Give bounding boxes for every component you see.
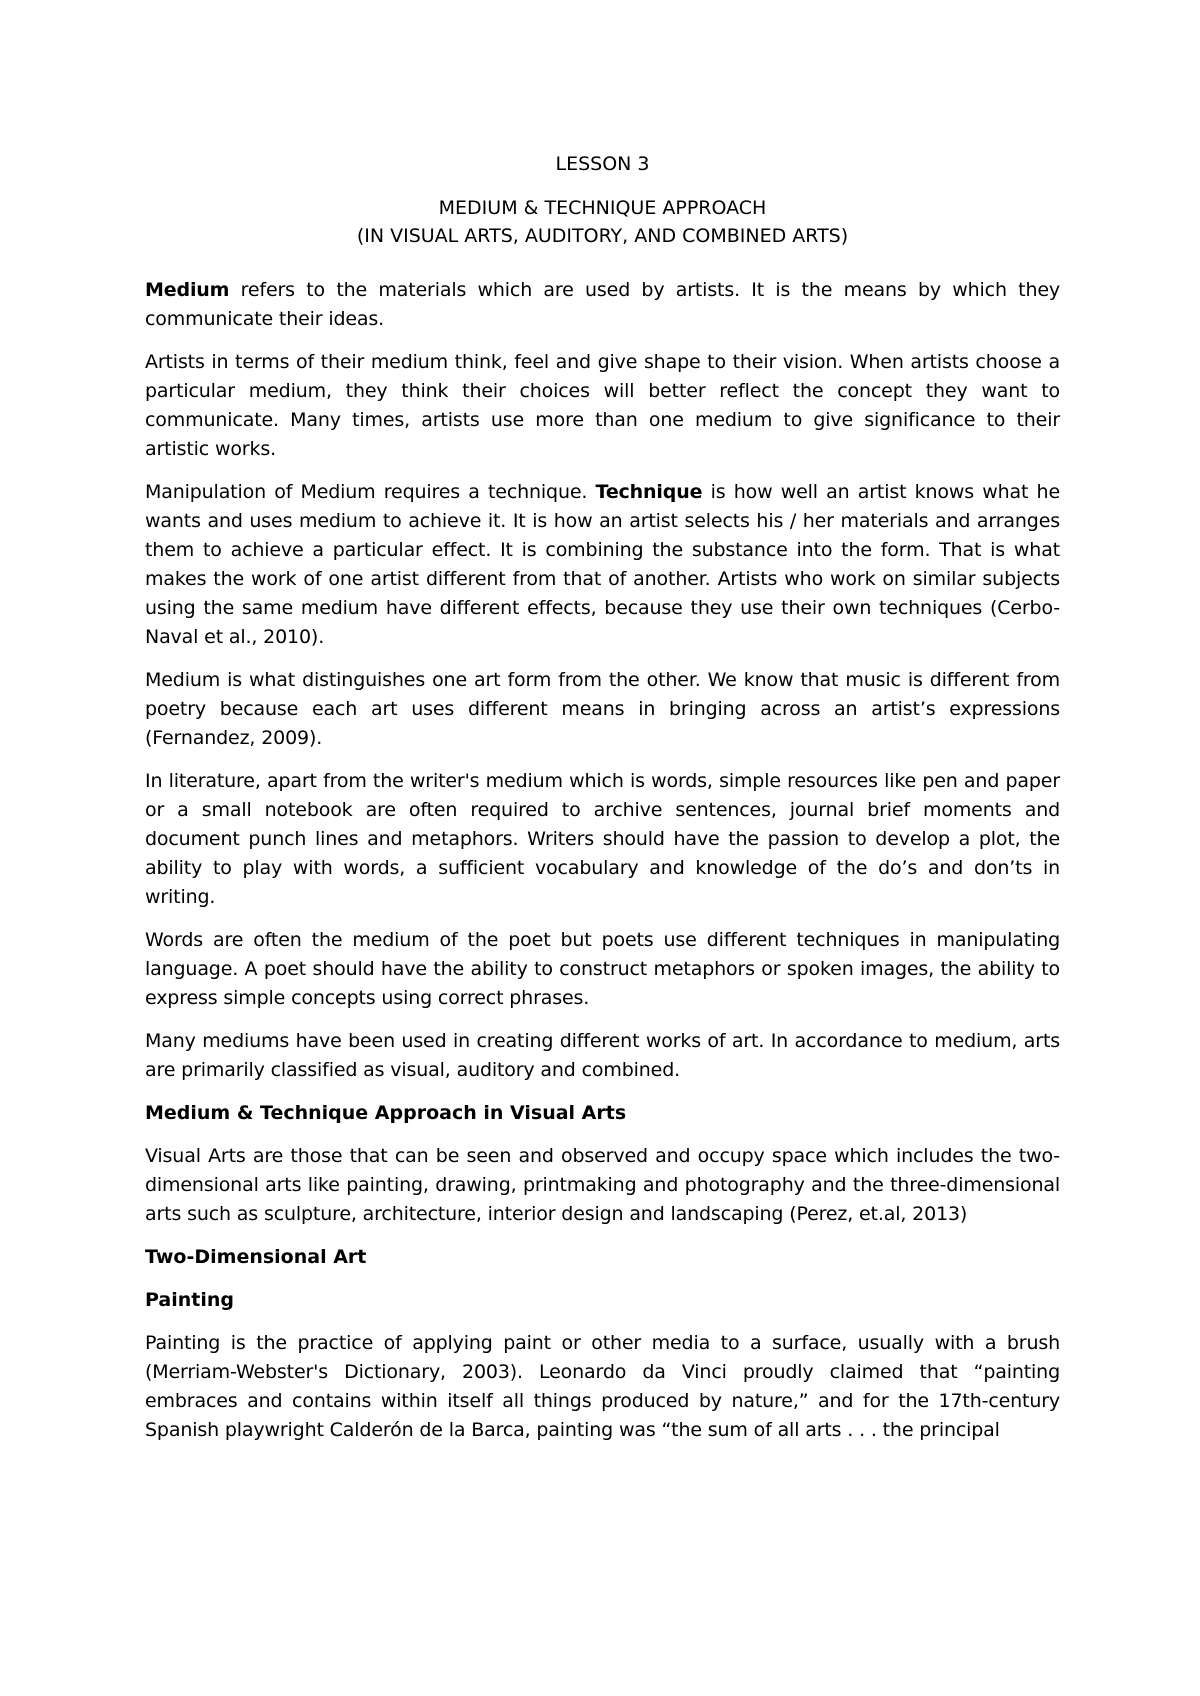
lesson-label: LESSON 3 [555,153,650,175]
term-technique: Technique [595,481,703,503]
document-page [145,150,1060,1459]
term-medium: Medium [145,279,230,301]
document-title [145,194,1060,250]
paragraph-painting: Painting is the practice of applying paint or other media to a surface, usually with a brush (Merriam-Webster's Dictionary, 2003). Leonardo da Vinci proudly claimed that “painting embraces and contains within itself all things produced by nature,” and for the 17th-century Spanish playwright Calderón de la Barca, painting was “the sum of all arts . . . the principal [145,1332,1060,1441]
title-line-1: MEDIUM & TECHNIQUE APPROACH [438,197,767,219]
paragraph-literature: In literature, apart from the writer's medium which is words, simple resources like pen and paper or a small notebook are often required to archive sentences, journal brief moments and document punch lines and metaphors. Writers should have the passion to develop a plot, the ability to play with words, a sufficient vocabulary and knowledge of the do’s and don’ts in writing. [145,770,1060,908]
paragraph-medium-text: refers to the materials which are used by artists. It is the means by which they communicate their ideas. [145,279,1060,330]
paragraph-classification: Many mediums have been used in creating different works of art. In accordance to medium, arts are primarily classified as visual, auditory and combined. [145,1030,1060,1081]
heading-visual-arts: Medium & Technique Approach in Visual Arts [145,1102,627,1124]
heading-painting: Painting [145,1289,234,1311]
paragraph-technique-after: is how well an artist knows what he wants and uses medium to achieve it. It is how an artist selects his / her materials and arranges them to achieve a particular effect. It is combining the substance into the form. That is what makes the work of one artist different from that of another. Artists who work on similar subjects using the same medium have different effects, because they use their own techniques (Cerbo-Naval et al., 2010). [145,481,1060,648]
paragraph-technique [145,478,1060,652]
paragraph-poet: Words are often the medium of the poet but poets use different techniques in manipulating language. A poet should have the ability to construct metaphors or spoken images, the ability to express simple concepts using correct phrases. [145,929,1060,1009]
paragraph-visual-arts: Visual Arts are those that can be seen and observed and occupy space which includes the two-dimensional arts like painting, drawing, printmaking and photography and the three-dimensional arts such as sculpture, architecture, interior design and landscaping (Perez, et.al, 2013) [145,1145,1060,1225]
heading-two-dimensional-art: Two-Dimensional Art [145,1246,367,1268]
title-line-2: (IN VISUAL ARTS, AUDITORY, AND COMBINED ARTS) [356,225,849,247]
paragraph-artists-medium: Artists in terms of their medium think, feel and give shape to their vision. When artists choose a particular medium, they think their choices will better reflect the concept they want to communicate. Many times, artists use more than one medium to give significance to their artistic works. [145,351,1060,460]
paragraph-technique-before: Manipulation of Medium requires a technique. [145,481,596,503]
paragraph-medium-definition [145,276,1060,334]
paragraph-distinguishes: Medium is what distinguishes one art form from the other. We know that music is different from poetry because each art uses different means in bringing across an artist’s expressions (Fernandez, 2009). [145,669,1060,749]
